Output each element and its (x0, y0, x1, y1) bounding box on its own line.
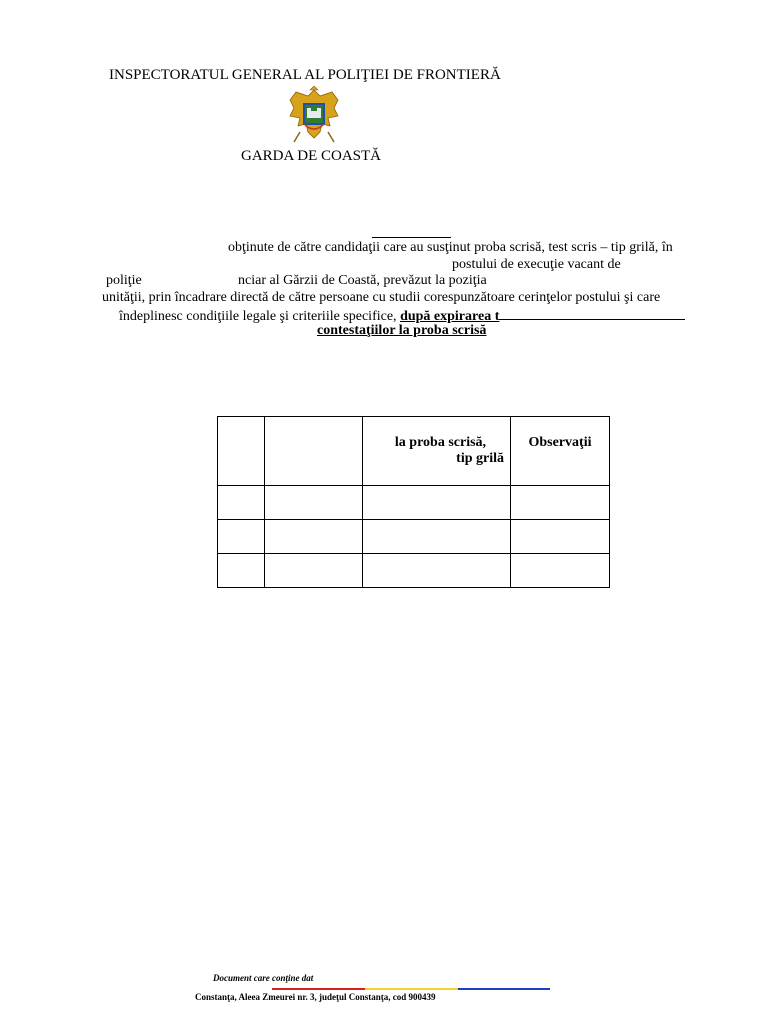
table-cell (511, 486, 610, 520)
footer-address: Constanţa, Aleea Zmeurei nr. 3, judeţul Constanţa, cod 900439 (195, 992, 436, 1002)
table-cell (265, 520, 363, 554)
table-header-row (218, 417, 610, 486)
footer-stripe-yellow (365, 988, 458, 990)
table-row (218, 554, 610, 588)
body-line-3a: poliţie (106, 273, 142, 288)
table-header-observatii: Observaţii (511, 417, 610, 486)
title-underline (372, 237, 451, 238)
table-header-score (363, 417, 511, 486)
table-cell (265, 554, 363, 588)
table-cell (511, 520, 610, 554)
footer-stripe-blue (458, 988, 550, 990)
body-line-3b: nciar al Gărzii de Coastă, prevăzut la poziţia (238, 273, 487, 288)
table-cell (218, 486, 265, 520)
table-cell (218, 520, 265, 554)
body-line-5-text: îndeplinesc condiţiile legale şi criteriile specifice, (119, 309, 397, 324)
table-cell (265, 486, 363, 520)
body-line-5-bold: după expirarea t (400, 309, 500, 324)
footer-stripe-red (272, 988, 365, 990)
table-cell (511, 554, 610, 588)
body-line-4: unităţii, prin încadrare directă de către persoane cu studii corespunzătoare cerinţelor postului şi care (102, 290, 661, 305)
table-cell (363, 486, 511, 520)
unit-title: GARDA DE COASTĂ (241, 148, 382, 164)
coat-of-arms-icon (286, 86, 342, 146)
body-line-1: obţinute de către candidaţii care au susţinut proba scrisă, test scris – tip grilă, în (228, 240, 673, 255)
table-row (218, 520, 610, 554)
footer-note: Document care conţine dat (213, 973, 314, 983)
table-header-cell (218, 417, 265, 486)
institution-title: INSPECTORATUL GENERAL AL POLIŢIEI DE FRONTIERĂ (109, 67, 501, 83)
table-cell (363, 554, 511, 588)
table-row (218, 486, 610, 520)
results-table (217, 416, 610, 588)
table-header-cell (265, 417, 363, 486)
header-score-line1: la proba scrisă, (394, 435, 487, 450)
header-score-line2: tip grilă (456, 451, 504, 466)
body-line-6-bold: contestaţiilor la proba scrisă (317, 323, 487, 338)
body-line-2: postului de execuţie vacant de (452, 257, 621, 272)
blank-underline (499, 306, 685, 320)
table-cell (363, 520, 511, 554)
table-cell (218, 554, 265, 588)
